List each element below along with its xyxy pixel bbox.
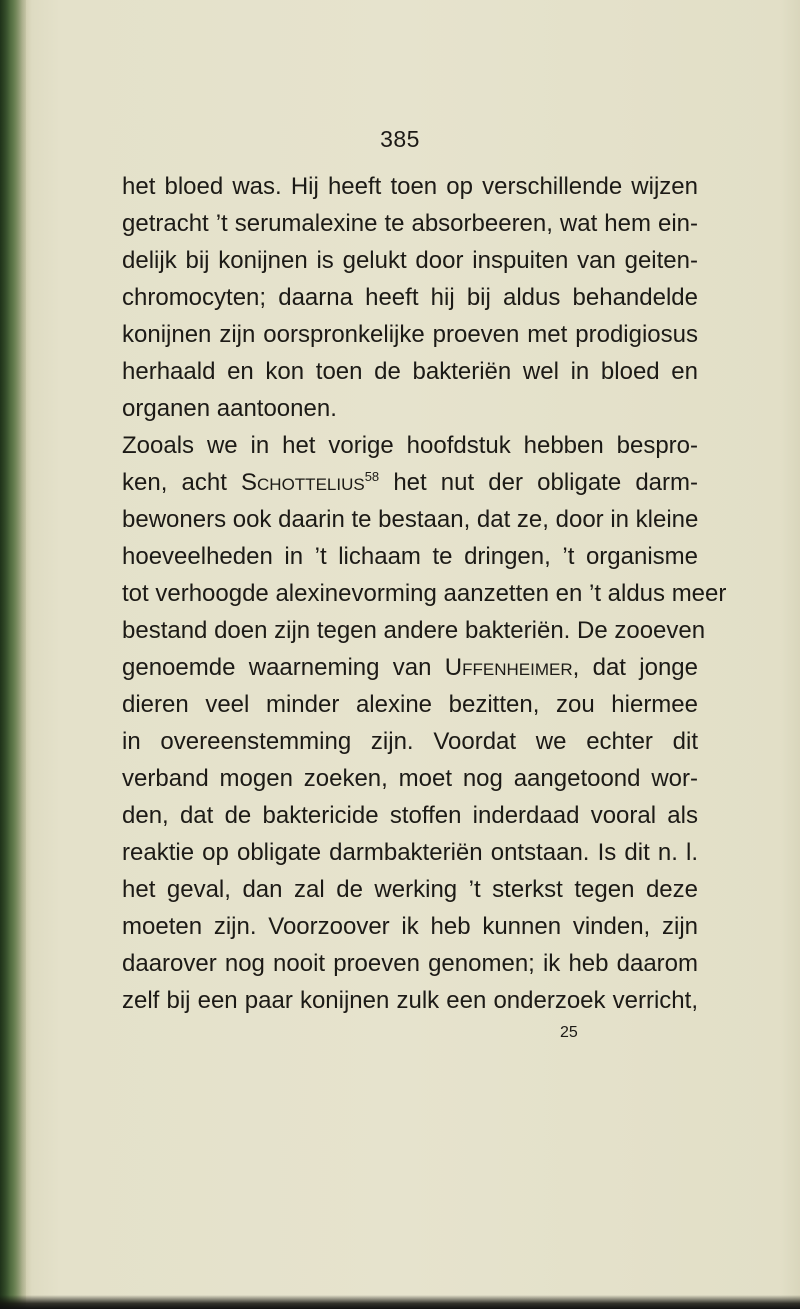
text-line-17: verband mogen zoeken, moet nog aangetoond wor- — [122, 765, 698, 792]
text-line-8: Zooals we in het vorige hoofdstuk hebben bespro- — [122, 432, 698, 459]
text-line-11: hoeveelheden in ’t lichaam te dringen, ’t organisme — [122, 543, 698, 570]
body-text — [122, 168, 727, 1019]
text-line-6: herhaald en kon toen de bakteriën wel in bloed en — [122, 358, 698, 385]
page-number: 385 — [380, 126, 420, 152]
text-line-22: daarover nog nooit proeven genomen; ik heb daarom — [122, 950, 698, 977]
text-line-23: zelf bij een paar konijnen zulk een onderzoek verricht, — [122, 987, 698, 1014]
text-line-4: chromocyten; daarna heeft hij bij aldus behandelde — [122, 284, 698, 311]
text-line-1: het bloed was. Hij heeft toen op verschillende wijzen — [122, 173, 698, 200]
text-line-16: in overeenstemming zijn. Voordat we echter dit — [122, 728, 698, 755]
text-fragment: ken, acht — [122, 469, 227, 496]
text-line-20: het geval, dan zal de werking ’t sterkst tegen deze — [122, 876, 698, 903]
text-fragment: genoemde waarneming van — [122, 654, 432, 681]
text-line-15: dieren veel minder alexine bezitten, zou hiermee — [122, 691, 698, 718]
text-fragment: , dat jonge — [572, 654, 698, 681]
signature-mark: 25 — [560, 1024, 578, 1041]
text-line-19: reaktie op obligate darmbakteriën ontstaan. Is dit n. l. — [122, 839, 698, 866]
page-bottom-edge — [0, 1295, 800, 1309]
text-line-3: delijk bij konijnen is gelukt door inspuiten van geiten- — [122, 247, 698, 274]
reference-number: 58 — [364, 469, 380, 484]
text-line-5: konijnen zijn oorspronkelijke proeven met prodigiosus — [122, 321, 698, 348]
text-line-9 — [122, 464, 698, 501]
text-line-14 — [122, 649, 698, 686]
text-line-13: bestand doen zijn tegen andere bakteriën. De zooeven — [122, 617, 706, 644]
text-line-21: moeten zijn. Voorzoover ik heb kunnen vinden, zijn — [122, 913, 698, 940]
text-line-12: tot verhoogde alexinevorming aanzetten en ’t aldus meer — [122, 580, 727, 607]
text-line-2: getracht ’t serumalexine te absorbeeren, wat hem ein- — [122, 210, 698, 237]
text-line-18: den, dat de baktericide stoffen inderdaad vooral als — [122, 802, 698, 829]
text-line-7: organen aantoonen. — [122, 395, 337, 422]
author-name-uffenheimer: Uffenheimer — [444, 654, 573, 681]
text-fragment: het nut der obligate darm- — [393, 469, 699, 496]
text-line-10: bewoners ook daarin te bestaan, dat ze, door in kleine — [122, 506, 699, 533]
author-name-schottelius: Schottelius — [241, 469, 365, 496]
book-spine-shadow — [0, 0, 26, 1309]
